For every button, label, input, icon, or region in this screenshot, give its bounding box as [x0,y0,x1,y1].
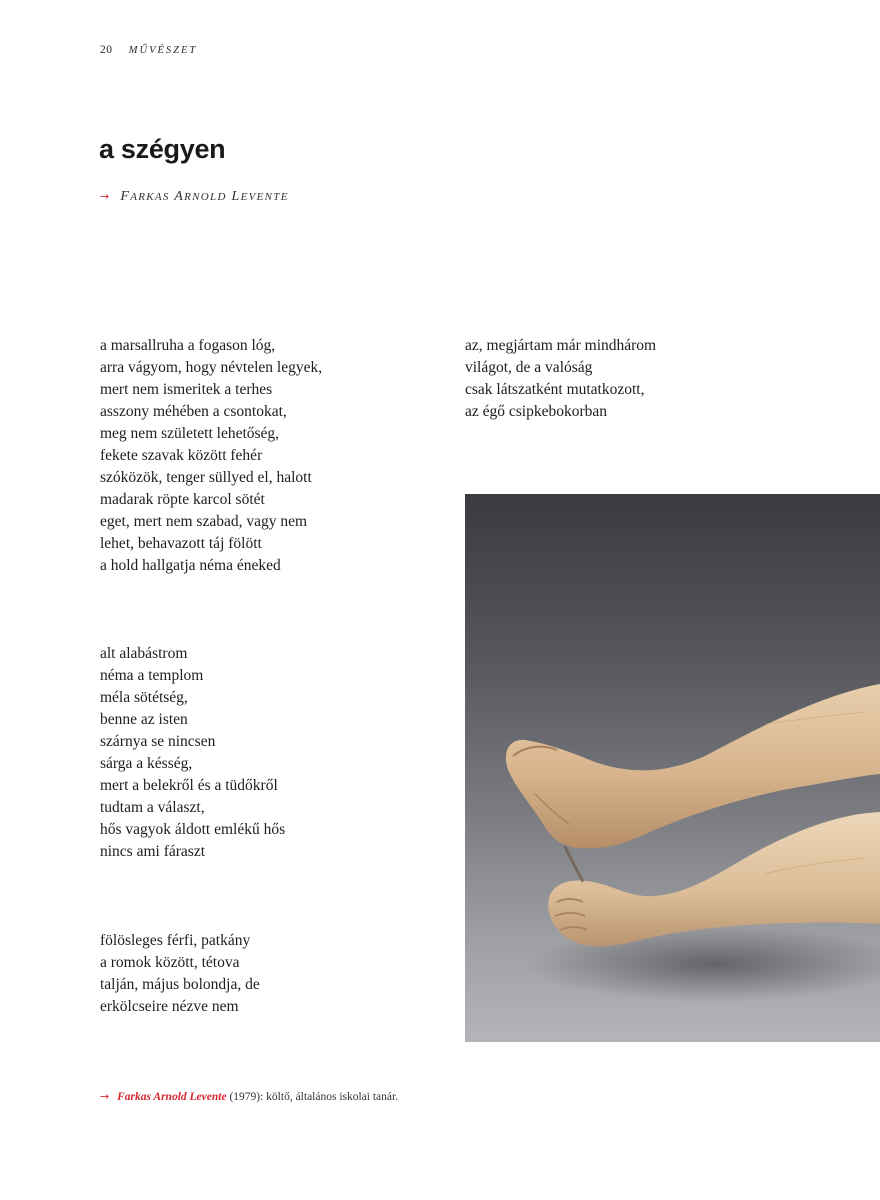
right-arrow-icon: → [100,1090,110,1103]
poem-line: benne az isten [100,711,188,728]
author-footnote [100,1090,398,1103]
poem-line: szárnya se nincsen [100,733,216,750]
poem-line: az égő csipkebokorban [465,403,608,420]
poem-line: erkölcseire nézve nem [100,998,239,1015]
author-last-initial: L [231,189,241,204]
poem-line: csak látszatként mutatkozott, [465,381,645,398]
author-middle-initial: A [174,189,185,204]
poem-line: lehet, behavazott táj fölött [100,535,262,552]
running-header [100,44,197,56]
poem-title: a szégyen [99,134,226,164]
sculpture-photo [465,494,880,1042]
author-last-rest: EVENTE [240,191,289,203]
page-number: 20 [100,44,113,56]
poem-stanza-2 [100,643,285,863]
poem-line: az, megjártam már mindhárom [465,337,657,354]
poem-line: alt alabástrom [100,645,188,662]
poem-line: sárga a késség, [100,755,193,772]
poem-line: fekete szavak között fehér [100,447,263,464]
poem-line: világot, de a valóság [465,359,593,376]
poem-line: szóközök, tenger süllyed el, halott [100,469,312,486]
author-middle-rest: RNOLD [184,191,227,203]
author-first-initial: F [120,189,131,204]
poem-line: méla sötétség, [100,689,188,706]
poem-line: eget, mert nem szabad, vagy nem [100,513,308,530]
poem-line: mert a belekről és a tüdőkről [100,777,278,794]
poem-line: a hold hallgatja néma éneked [100,557,281,574]
poem-line: nincs ami fáraszt [100,843,206,860]
footnote-description: : költő, általános iskolai tanár. [260,1091,399,1103]
author-first-name [120,189,169,204]
section-name: MŰVÉSZET [128,45,198,56]
poem-line: néma a templom [100,667,204,684]
poem-line: madarak röpte karcol sötét [100,491,265,508]
poem-line: hős vagyok áldott emlékű hős [100,821,286,838]
footnote-author: Farkas Arnold Levente [117,1091,227,1103]
alabaster-legs-illustration [465,494,880,1042]
poem-line: tudtam a választ, [100,799,205,816]
right-arrow-icon: → [100,190,111,203]
author-first-rest: ARKAS [130,191,170,203]
author-byline [100,189,289,205]
poem-stanza-1 [100,335,322,577]
poem-line: fölösleges férfi, patkány [100,932,251,949]
poem-line: meg nem született lehetőség, [100,425,280,442]
poem-stanza-4 [465,335,656,423]
author-middle-name [174,189,226,204]
poem-line: a romok között, tétova [100,954,240,971]
poem-line: asszony méhében a csontokat, [100,403,287,420]
author-last-name [232,189,289,204]
poem-line: talján, május bolondja, de [100,976,260,993]
poem-line: mert nem ismeritek a terhes [100,381,273,398]
footnote-years: (1979) [229,1091,261,1103]
poem-stanza-3 [100,930,260,1018]
poem-line: arra vágyom, hogy névtelen legyek, [100,359,323,376]
poem-line: a marsallruha a fogason lóg, [100,337,276,354]
